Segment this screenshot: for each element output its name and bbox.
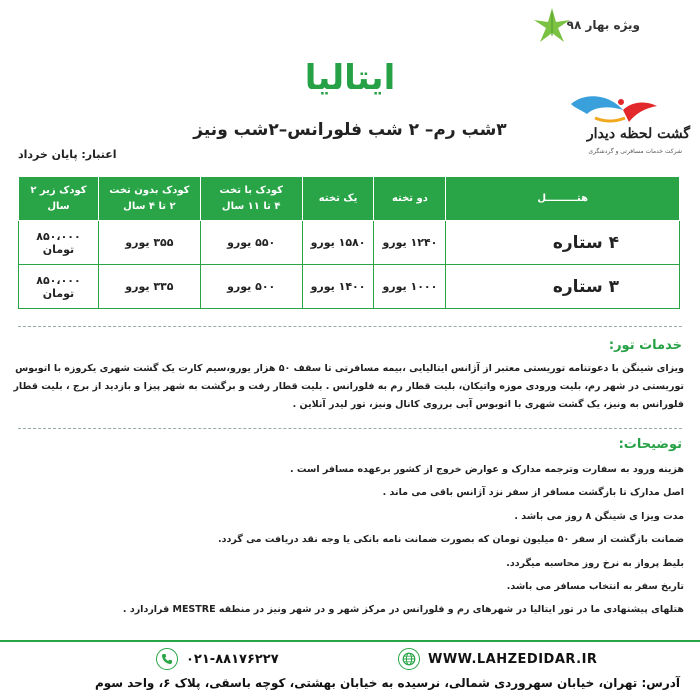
header-child-nobed (98, 177, 200, 221)
list-item: هزینه ورود به سفارت وترجمه مدارک و عوارض خروج از کشور برعهده مسافر است . (290, 464, 684, 475)
cell-single: ۱۵۸۰ یورو (302, 221, 374, 265)
address-text: آدرس: تهران، خیابان سهروردی شمالی، نرسیده به خیابان بهشتی، کوچه باسقی، پلاک ۶، واحد سوم (94, 676, 680, 690)
header-child-bed-line2: ۴ تا ۱۱ سال (221, 200, 281, 212)
header-hotel: هتـــــــــل (446, 177, 680, 221)
phone-icon (156, 648, 178, 670)
divider (18, 326, 682, 327)
services-title: خدمات تور: (608, 338, 682, 353)
list-item: اصل مدارک تا بازگشت مسافر از سفر نزد آژانس باقی می ماند . (382, 487, 684, 499)
validity-date: اعتبار: پایان خرداد (18, 148, 117, 161)
spring-badge (530, 6, 690, 46)
cell-hotel: ۴ ستاره (446, 221, 680, 265)
cell-child-bed: ۵۵۰ یورو (200, 221, 302, 265)
notes-list (12, 458, 684, 622)
cell-single: ۱۴۰۰ یورو (302, 265, 374, 309)
cell-child-nobed: ۳۵۵ یورو (98, 221, 200, 265)
page-title: ایتالیا (304, 58, 396, 98)
website-link[interactable] (398, 648, 597, 670)
header-child-nobed-line1: کودک بدون تخت (109, 184, 190, 196)
header-child-bed-line1: کودک با تخت (219, 184, 283, 196)
logo-tagline: شرکت خدمات مسافرتی و گردشگری (588, 148, 682, 155)
divider (18, 428, 682, 429)
table-row (19, 265, 680, 309)
phone-number: ۰۲۱-۸۸۱۷۶۲۲۷ (186, 651, 279, 667)
price-table (18, 176, 680, 309)
cell-infant: ۸۵۰،۰۰۰ تومان (19, 221, 99, 265)
notes-title: توضیحات: (618, 437, 682, 452)
cell-double: ۱۲۴۰ یورو (374, 221, 446, 265)
header-infant: کودک زیر ۲ سال (19, 177, 99, 221)
header-child-nobed-line2: ۲ تا ۴ سال (123, 200, 176, 212)
list-item: ضمانت بازگشت از سفر ۵۰ میلیون تومان که بصورت ضمانت نامه بانکی یا وجه نقد دریافت می گردد. (217, 534, 684, 546)
badge-text: ویژه بهار ۹۸ (566, 18, 640, 32)
header-single: یک تخته (302, 177, 374, 221)
footer-divider (0, 640, 700, 642)
logo-name: گشت لحظه دیدار (586, 126, 690, 142)
header-child-bed (200, 177, 302, 221)
list-item: مدت ویزا ی شینگن ۸ روز می باشد . (514, 510, 684, 522)
website-url: WWW.LAHZEDIDAR.IR (428, 651, 598, 667)
list-item: تاریخ سفر به انتخاب مسافر می باشد. (506, 580, 684, 592)
table-row (19, 221, 680, 265)
table-header-row (19, 177, 680, 221)
cell-child-nobed: ۳۳۵ یورو (98, 265, 200, 309)
services-text: ویزای شینگن با دعوتنامه توریستی معتبر از آژانس ایتالیایی ،بیمه مسافرتی تا سقف ۵۰ هزار یورو،سیم کارت یک گشت شهری یکروزه با اتوبوس توریستی در شهر رم، بلیت ورودی موزه واتیکان، بلیت قطار رم به فلورانس . بلیت قطار رفت و برگشت به شهر پیزا و بازدید از برج ، بلیت قطار فلورانس به ونیز، یک گشت شهری با اتوبوس آبی برروی کانال ونیز، تور لیدر آنلاین . (13, 363, 684, 410)
tour-itinerary: ۳شب رم– ۲ شب فلورانس–۲شب ونیز (193, 120, 507, 140)
cell-infant: ۸۵۰،۰۰۰ تومان (19, 265, 99, 309)
phone-link[interactable] (156, 648, 279, 670)
globe-icon (398, 648, 420, 670)
cell-hotel: ۳ ستاره (446, 265, 680, 309)
list-item: هتلهای پیشنهادی ما در تور ایتالیا در شهرهای رم و فلورانس در مرکز شهر و در شهر ونیز در منطقه MESTRE قراردارد . (122, 604, 684, 616)
list-item: بلیط پرواز به نرخ روز محاسبه میگردد. (506, 557, 684, 569)
footer-contact (0, 648, 700, 670)
header-double: دو تخته (374, 177, 446, 221)
cell-double: ۱۰۰۰ یورو (374, 265, 446, 309)
cell-child-bed: ۵۰۰ یورو (200, 265, 302, 309)
